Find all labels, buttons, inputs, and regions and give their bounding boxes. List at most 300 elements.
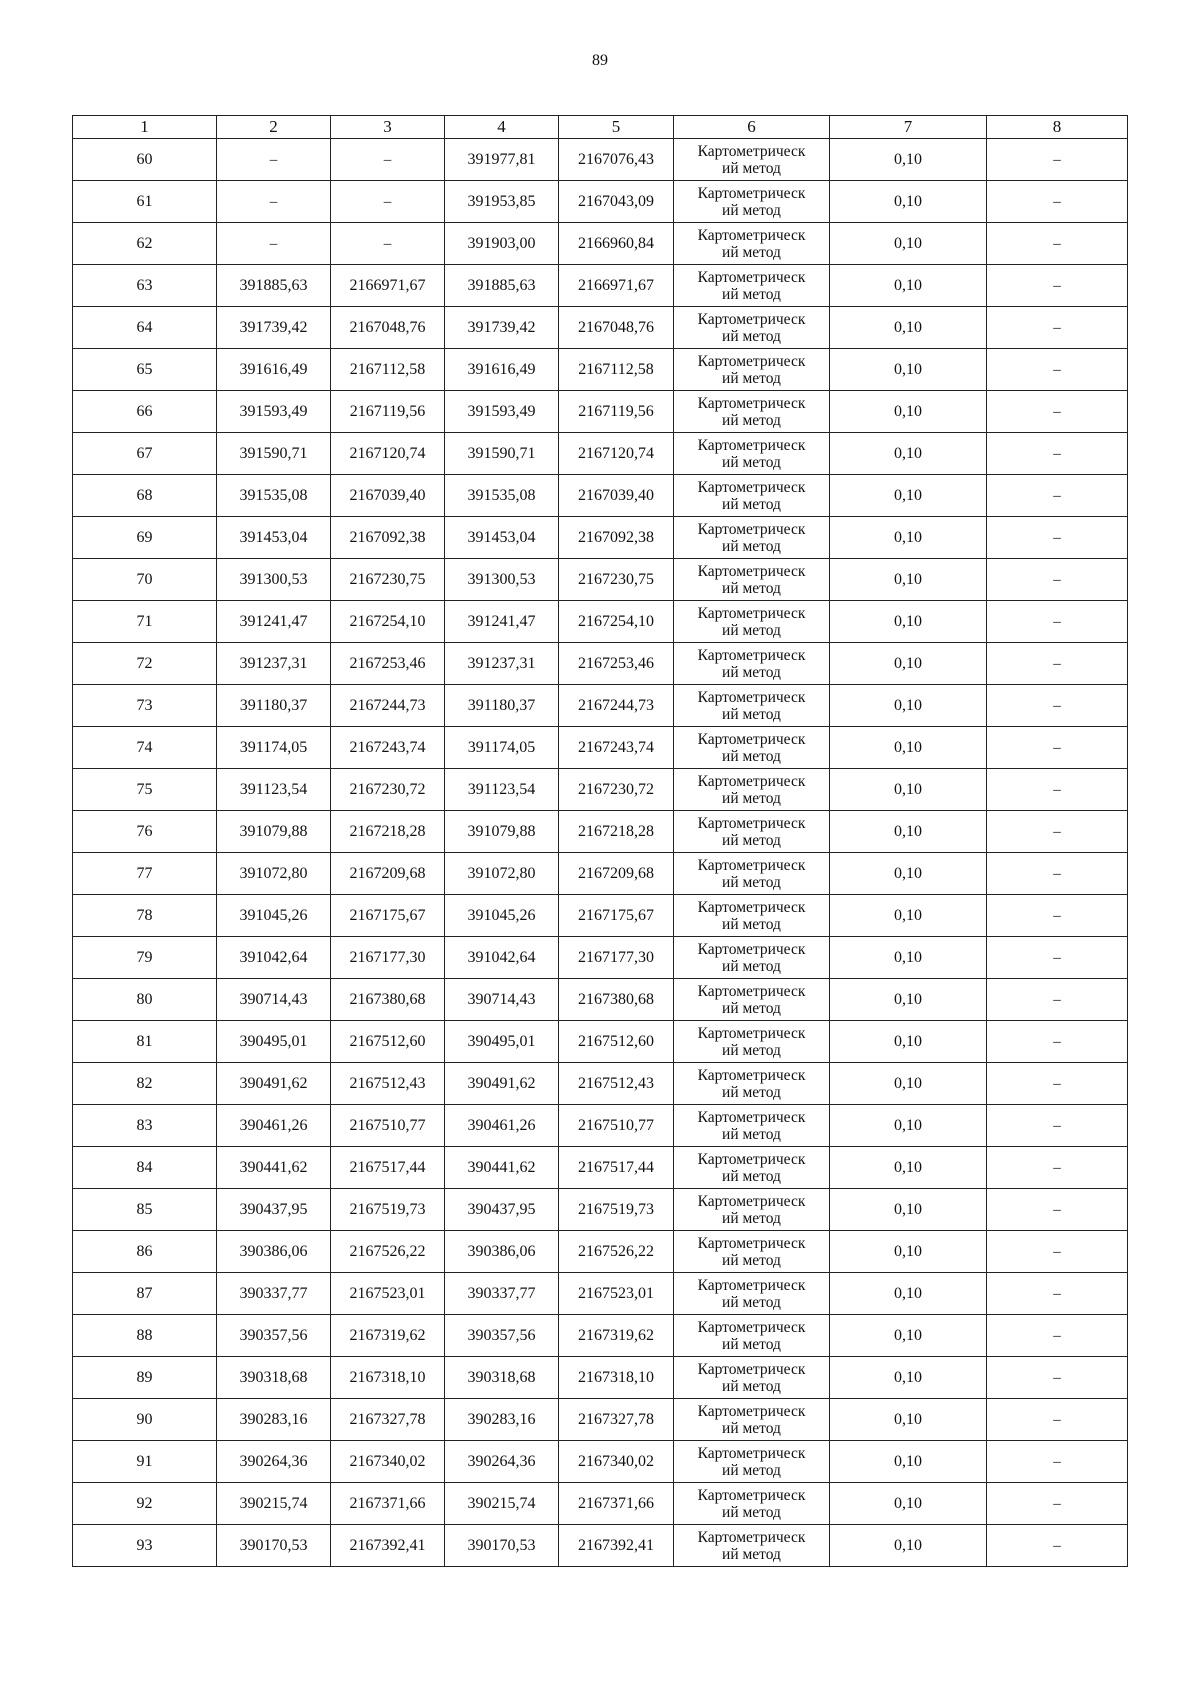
method-text-line: ий метод [722,285,781,303]
method-text-line: ий метод [722,663,781,681]
new-y-cell: 2167048,76 [559,307,674,349]
method-text-line: ий метод [722,1293,781,1311]
column-header-2: 2 [217,116,331,139]
description-cell: – [987,1063,1128,1105]
method-cell [674,349,830,391]
old-y-cell: 2167526,22 [331,1231,445,1273]
method-text-line: Картометрическ [697,478,806,496]
method-text-line: ий метод [722,411,781,429]
point-number-cell: 93 [73,1525,217,1567]
table-header [73,116,1128,139]
method-text-line: Картометрическ [697,1234,806,1252]
old-x-cell: 390495,01 [217,1021,331,1063]
point-number-cell: 76 [73,811,217,853]
method-text-line: ий метод [722,999,781,1017]
description-cell: – [987,895,1128,937]
new-x-cell: 391237,31 [445,643,559,685]
old-x-cell: 391241,47 [217,601,331,643]
point-number-cell: 67 [73,433,217,475]
old-y-cell: 2167230,75 [331,559,445,601]
new-x-cell: 391593,49 [445,391,559,433]
description-cell: – [987,181,1128,223]
new-y-cell: 2167371,66 [559,1483,674,1525]
method-cell [674,475,830,517]
method-text-line: ий метод [722,495,781,513]
new-y-cell: 2167254,10 [559,601,674,643]
point-number-cell: 63 [73,265,217,307]
description-cell: – [987,601,1128,643]
new-x-cell: 390495,01 [445,1021,559,1063]
method-text-line: Картометрическ [697,310,806,328]
description-cell: – [987,727,1128,769]
new-y-cell: 2167512,43 [559,1063,674,1105]
method-cell [674,307,830,349]
point-number-cell: 92 [73,1483,217,1525]
description-cell: – [987,1483,1128,1525]
new-x-cell: 390215,74 [445,1483,559,1525]
new-x-cell: 390264,36 [445,1441,559,1483]
method-cell [674,139,830,181]
table-row [73,307,1128,349]
method-cell [674,265,830,307]
new-x-cell: 391590,71 [445,433,559,475]
new-x-cell: 390386,06 [445,1231,559,1273]
method-cell [674,1189,830,1231]
precision-cell: 0,10 [830,937,987,979]
new-y-cell: 2167039,40 [559,475,674,517]
method-text-line: ий метод [722,1125,781,1143]
method-text-line: ий метод [722,327,781,345]
new-x-cell: 391079,88 [445,811,559,853]
old-x-cell: 391123,54 [217,769,331,811]
table-row [73,517,1128,559]
precision-cell: 0,10 [830,517,987,559]
new-y-cell: 2167519,73 [559,1189,674,1231]
method-cell [674,1441,830,1483]
description-cell: – [987,685,1128,727]
new-y-cell: 2167112,58 [559,349,674,391]
point-number-cell: 79 [73,937,217,979]
old-y-cell: 2167512,43 [331,1063,445,1105]
old-y-cell: 2167175,67 [331,895,445,937]
method-cell [674,1273,830,1315]
new-x-cell: 391885,63 [445,265,559,307]
method-cell [674,853,830,895]
method-text-line: ий метод [722,1251,781,1269]
method-text-line: Картометрическ [697,1276,806,1294]
new-x-cell: 390283,16 [445,1399,559,1441]
method-text-line: Картометрическ [697,1318,806,1336]
new-y-cell: 2167512,60 [559,1021,674,1063]
table-row [73,1105,1128,1147]
point-number-cell: 72 [73,643,217,685]
description-cell: – [987,1441,1128,1483]
method-cell [674,1525,830,1567]
new-x-cell: 391977,81 [445,139,559,181]
precision-cell: 0,10 [830,643,987,685]
new-y-cell: 2167510,77 [559,1105,674,1147]
new-x-cell: 390318,68 [445,1357,559,1399]
new-x-cell: 391903,00 [445,223,559,265]
description-cell: – [987,769,1128,811]
description-cell: – [987,1399,1128,1441]
method-text-line: ий метод [722,537,781,555]
description-cell: – [987,1105,1128,1147]
old-x-cell: – [217,223,331,265]
method-text-line: Картометрическ [697,184,806,202]
new-y-cell: 2167526,22 [559,1231,674,1273]
description-cell: – [987,1231,1128,1273]
precision-cell: 0,10 [830,307,987,349]
method-text-line: Картометрическ [697,772,806,790]
precision-cell: 0,10 [830,1525,987,1567]
method-text-line: Картометрическ [697,268,806,286]
description-cell: – [987,517,1128,559]
method-text-line: ий метод [722,1041,781,1059]
description-cell: – [987,307,1128,349]
new-y-cell: 2167119,56 [559,391,674,433]
old-y-cell: 2167048,76 [331,307,445,349]
new-y-cell: 2167253,46 [559,643,674,685]
old-y-cell: 2167120,74 [331,433,445,475]
column-header-8: 8 [987,116,1128,139]
old-y-cell: 2167517,44 [331,1147,445,1189]
old-x-cell: 391045,26 [217,895,331,937]
method-text-line: ий метод [722,453,781,471]
method-text-line: Картометрическ [697,562,806,580]
method-cell [674,1021,830,1063]
old-y-cell: 2167218,28 [331,811,445,853]
precision-cell: 0,10 [830,853,987,895]
old-x-cell: 391593,49 [217,391,331,433]
method-text-line: Картометрическ [697,394,806,412]
table-row [73,1147,1128,1189]
method-cell [674,1315,830,1357]
point-number-cell: 75 [73,769,217,811]
table-row [73,601,1128,643]
old-y-cell: 2167392,41 [331,1525,445,1567]
method-text-line: Картометрическ [697,1486,806,1504]
method-text-line: Картометрическ [697,226,806,244]
table-row [73,1063,1128,1105]
method-text-line: ий метод [722,621,781,639]
new-y-cell: 2167517,44 [559,1147,674,1189]
new-y-cell: 2167120,74 [559,433,674,475]
method-text-line: Картометрическ [697,898,806,916]
new-x-cell: 390170,53 [445,1525,559,1567]
new-y-cell: 2167175,67 [559,895,674,937]
method-text-line: Картометрическ [697,604,806,622]
method-text-line: ий метод [722,1335,781,1353]
old-y-cell: 2167340,02 [331,1441,445,1483]
new-y-cell: 2167177,30 [559,937,674,979]
new-x-cell: 390441,62 [445,1147,559,1189]
old-x-cell: 390337,77 [217,1273,331,1315]
method-cell [674,391,830,433]
description-cell: – [987,1357,1128,1399]
description-cell: – [987,475,1128,517]
description-cell: – [987,979,1128,1021]
new-y-cell: 2167230,75 [559,559,674,601]
old-x-cell: 390215,74 [217,1483,331,1525]
precision-cell: 0,10 [830,139,987,181]
method-text-line: Картометрическ [697,520,806,538]
point-number-cell: 62 [73,223,217,265]
old-y-cell: 2167112,58 [331,349,445,391]
table-row [73,265,1128,307]
old-y-cell: 2167523,01 [331,1273,445,1315]
method-cell [674,1231,830,1273]
old-y-cell: 2167519,73 [331,1189,445,1231]
new-y-cell: 2167218,28 [559,811,674,853]
description-cell: – [987,937,1128,979]
method-text-line: Картометрическ [697,982,806,1000]
method-cell [674,727,830,769]
old-y-cell: – [331,223,445,265]
method-text-line: Картометрическ [697,1528,806,1546]
description-cell: – [987,139,1128,181]
method-text-line: Картометрическ [697,1108,806,1126]
table-row [73,937,1128,979]
old-y-cell: 2167380,68 [331,979,445,1021]
old-y-cell: 2167209,68 [331,853,445,895]
method-text-line: ий метод [722,747,781,765]
column-header-7: 7 [830,116,987,139]
old-x-cell: 390318,68 [217,1357,331,1399]
precision-cell: 0,10 [830,979,987,1021]
table-row [73,1189,1128,1231]
method-text-line: ий метод [722,1419,781,1437]
method-cell [674,811,830,853]
method-text-line: ий метод [722,1377,781,1395]
old-y-cell: 2167254,10 [331,601,445,643]
old-y-cell: – [331,181,445,223]
method-cell [674,1399,830,1441]
method-text-line: ий метод [722,369,781,387]
point-number-cell: 70 [73,559,217,601]
table-row [73,685,1128,727]
old-y-cell: 2167327,78 [331,1399,445,1441]
precision-cell: 0,10 [830,1231,987,1273]
old-x-cell: 391237,31 [217,643,331,685]
method-cell [674,1483,830,1525]
description-cell: – [987,1525,1128,1567]
old-x-cell: 391174,05 [217,727,331,769]
method-text-line: ий метод [722,1083,781,1101]
method-text-line: ий метод [722,873,781,891]
table-row [73,181,1128,223]
old-x-cell: 390170,53 [217,1525,331,1567]
new-y-cell: 2167327,78 [559,1399,674,1441]
precision-cell: 0,10 [830,811,987,853]
precision-cell: 0,10 [830,1189,987,1231]
method-text-line: ий метод [722,1545,781,1563]
precision-cell: 0,10 [830,433,987,475]
point-number-cell: 81 [73,1021,217,1063]
method-text-line: Картометрическ [697,1066,806,1084]
description-cell: – [987,643,1128,685]
method-cell [674,559,830,601]
precision-cell: 0,10 [830,1105,987,1147]
method-cell [674,895,830,937]
method-text-line: Картометрическ [697,856,806,874]
point-number-cell: 61 [73,181,217,223]
old-x-cell: 390441,62 [217,1147,331,1189]
new-y-cell: 2167076,43 [559,139,674,181]
precision-cell: 0,10 [830,181,987,223]
column-header-5: 5 [559,116,674,139]
precision-cell: 0,10 [830,1441,987,1483]
description-cell: – [987,1147,1128,1189]
precision-cell: 0,10 [830,1315,987,1357]
point-number-cell: 87 [73,1273,217,1315]
old-x-cell: 390491,62 [217,1063,331,1105]
table-row [73,811,1128,853]
table-row [73,643,1128,685]
table-row [73,391,1128,433]
method-text-line: Картометрическ [697,1444,806,1462]
new-x-cell: 391616,49 [445,349,559,391]
precision-cell: 0,10 [830,1063,987,1105]
table-body [73,139,1128,1567]
old-y-cell: 2167318,10 [331,1357,445,1399]
old-y-cell: 2167319,62 [331,1315,445,1357]
description-cell: – [987,811,1128,853]
new-x-cell: 391300,53 [445,559,559,601]
point-number-cell: 73 [73,685,217,727]
method-cell [674,769,830,811]
page-number: 89 [592,52,608,69]
old-x-cell: 391590,71 [217,433,331,475]
point-number-cell: 68 [73,475,217,517]
old-x-cell: 390437,95 [217,1189,331,1231]
method-text-line: ий метод [722,705,781,723]
precision-cell: 0,10 [830,769,987,811]
new-y-cell: 2167523,01 [559,1273,674,1315]
description-cell: – [987,391,1128,433]
method-cell [674,1105,830,1147]
precision-cell: 0,10 [830,349,987,391]
new-x-cell: 390714,43 [445,979,559,1021]
precision-cell: 0,10 [830,1147,987,1189]
table-row [73,559,1128,601]
table-row [73,1525,1128,1567]
new-x-cell: 391535,08 [445,475,559,517]
method-text-line: ий метод [722,831,781,849]
new-y-cell: 2167319,62 [559,1315,674,1357]
old-x-cell: 390283,16 [217,1399,331,1441]
new-x-cell: 391241,47 [445,601,559,643]
description-cell: – [987,853,1128,895]
method-cell [674,517,830,559]
new-x-cell: 390491,62 [445,1063,559,1105]
method-text-line: Картометрическ [697,142,806,160]
new-x-cell: 390337,77 [445,1273,559,1315]
old-y-cell: 2166971,67 [331,265,445,307]
description-cell: – [987,223,1128,265]
new-y-cell: 2167230,72 [559,769,674,811]
table-row [73,1399,1128,1441]
new-x-cell: 390461,26 [445,1105,559,1147]
table-row [73,223,1128,265]
new-x-cell: 390357,56 [445,1315,559,1357]
method-text-line: ий метод [722,1167,781,1185]
new-x-cell: 391953,85 [445,181,559,223]
column-header-3: 3 [331,116,445,139]
new-y-cell: 2167340,02 [559,1441,674,1483]
method-text-line: Картометрическ [697,1192,806,1210]
method-cell [674,979,830,1021]
old-y-cell: 2167092,38 [331,517,445,559]
point-number-cell: 90 [73,1399,217,1441]
table-row [73,1357,1128,1399]
description-cell: – [987,1189,1128,1231]
method-text-line: ий метод [722,201,781,219]
old-x-cell: 391180,37 [217,685,331,727]
old-x-cell: 391453,04 [217,517,331,559]
old-x-cell: 391072,80 [217,853,331,895]
old-x-cell: 391079,88 [217,811,331,853]
column-header-1: 1 [73,116,217,139]
table-row [73,769,1128,811]
method-cell [674,937,830,979]
precision-cell: 0,10 [830,265,987,307]
point-number-cell: 84 [73,1147,217,1189]
method-text-line: Картометрическ [697,1360,806,1378]
new-y-cell: 2167392,41 [559,1525,674,1567]
method-text-line: Картометрическ [697,436,806,454]
old-x-cell: 391739,42 [217,307,331,349]
old-x-cell: 390714,43 [217,979,331,1021]
old-y-cell: 2167177,30 [331,937,445,979]
method-text-line: ий метод [722,579,781,597]
coordinates-table [72,115,1128,1567]
precision-cell: 0,10 [830,895,987,937]
description-cell: – [987,1273,1128,1315]
new-x-cell: 391045,26 [445,895,559,937]
method-text-line: Картометрическ [697,814,806,832]
method-text-line: ий метод [722,915,781,933]
new-x-cell: 391042,64 [445,937,559,979]
table-row [73,1315,1128,1357]
old-y-cell: 2167039,40 [331,475,445,517]
new-y-cell: 2166960,84 [559,223,674,265]
point-number-cell: 74 [73,727,217,769]
precision-cell: 0,10 [830,559,987,601]
column-header-6: 6 [674,116,830,139]
old-x-cell: – [217,139,331,181]
precision-cell: 0,10 [830,1273,987,1315]
method-text-line: ий метод [722,957,781,975]
new-x-cell: 391123,54 [445,769,559,811]
method-text-line: ий метод [722,159,781,177]
point-number-cell: 82 [73,1063,217,1105]
old-y-cell: 2167512,60 [331,1021,445,1063]
new-y-cell: 2167243,74 [559,727,674,769]
point-number-cell: 86 [73,1231,217,1273]
new-x-cell: 391453,04 [445,517,559,559]
new-y-cell: 2167092,38 [559,517,674,559]
description-cell: – [987,433,1128,475]
old-y-cell: 2167253,46 [331,643,445,685]
table-row [73,475,1128,517]
method-text-line: Картометрическ [697,940,806,958]
description-cell: – [987,1021,1128,1063]
new-y-cell: 2167209,68 [559,853,674,895]
table-row [73,895,1128,937]
precision-cell: 0,10 [830,1357,987,1399]
method-cell [674,433,830,475]
